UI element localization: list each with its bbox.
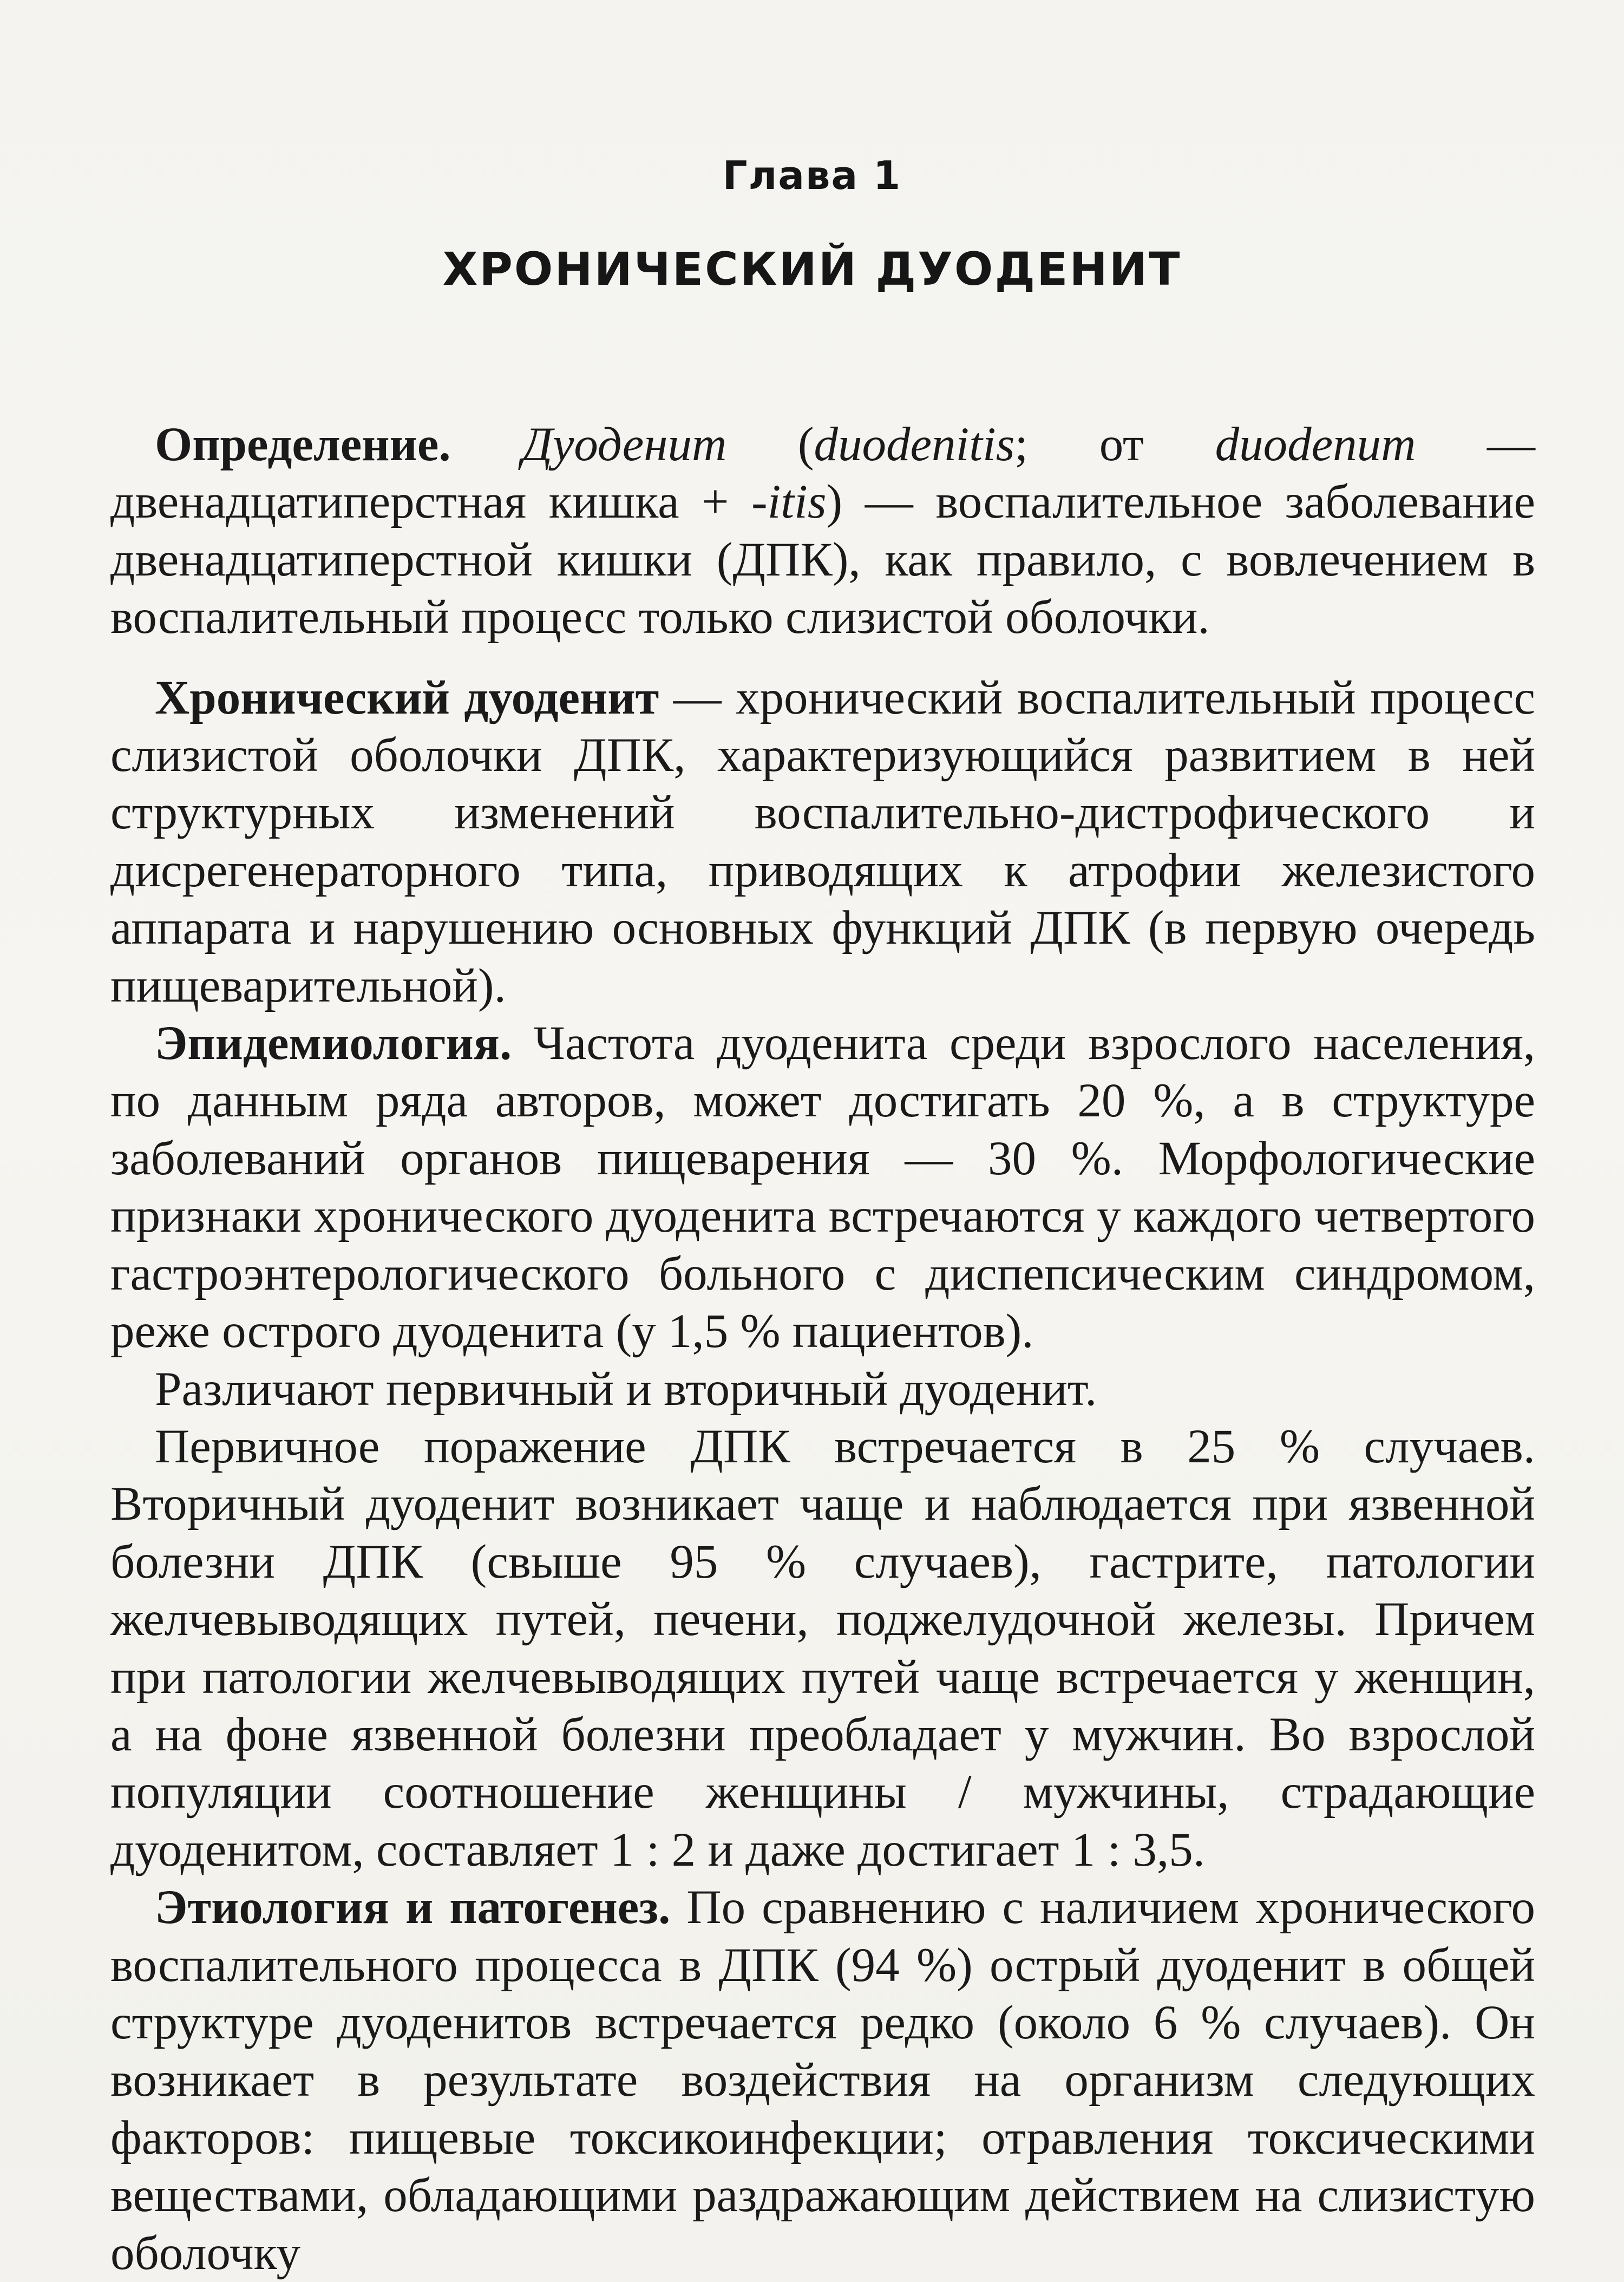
paragraph: [110, 416, 1535, 646]
text-run: ; от: [1014, 418, 1215, 471]
paragraph: [110, 1361, 1535, 1418]
text-run: [451, 418, 522, 471]
chapter-label: Глава 1: [722, 153, 902, 198]
text-run: Первичное поражение ДПК встречается в 25 % случаев. Вторичный дуоденит возникает чаще и наблюдается при язвенной болезни ДПК (свыше 95 % случаев), гастрите, патологии желчевыводящих путей, печени, поджелудочной железы. Причем при патологии желчевыводящих путей чаще встречается у женщин, а на фоне язвенной болезни преобладает у мужчин. Во взрослой популяции соотношение женщины / мужчины, страдающие дуоденитом, составляет 1 : 2 и даже достигает 1 : 3,5.: [110, 1420, 1535, 1876]
paragraph: [110, 1418, 1535, 1879]
text-run: Частота дуоденита среди взрослого населения, по данным ряда авторов, может достигать 20 %, а в структуре заболеваний органов пищеварения — 30 %. Морфологические признаки хронического дуоденита встречаются у каждого четвертого гастроэнтерологического больного с диспепсическим синдромом, реже острого дуоденита (у 1,5 % пациентов).: [110, 1017, 1535, 1358]
paragraph: [110, 1879, 1535, 2282]
text-run: — хронический воспалительный процесс слизистой оболочки ДПК, характеризующийся развитием в ней структурных изменений воспалительно-дистрофического и дисрегенераторного типа, приводящих к атрофии железистого аппарата и нарушению основных функций ДПК (в первую очередь пищеварительной).: [110, 671, 1535, 1012]
italic-text: Дуоденит: [522, 418, 727, 471]
paragraph-lead: Хронический дуоденит: [155, 671, 659, 724]
paragraph: [110, 669, 1535, 1015]
paragraph-lead: Эпидемиология.: [155, 1017, 512, 1070]
paragraph-lead: Этиология и патогенез.: [155, 1881, 671, 1934]
italic-text: duodenum: [1215, 418, 1416, 471]
chapter-title: ХРОНИЧЕСКИЙ ДУОДЕНИТ: [442, 243, 1182, 296]
italic-text: itis: [767, 475, 827, 529]
text-run: ) — воспалительное заболевание двенадцатиперстной кишки (ДПК), как правило, с вовлечением в воспалительный процесс только слизистой оболочки.: [110, 475, 1535, 644]
text-run: — двенадцатиперстная кишка + -: [110, 418, 1536, 529]
text-run: Различают первичный и вторичный дуоденит.: [155, 1362, 1097, 1416]
text-run: По сравнению с наличием хронического воспалительного процесса в ДПК (94 %) острый дуоденит в общей структуре дуоденитов встречается редко (около 6 % случаев). Он возникает в результате воздействия на организм следующих факторов: пищевые токсикоинфекции; отравления токсическими веществами, обладающими раздражающим действием на слизистую оболочку: [110, 1881, 1535, 2280]
italic-text: duodenitis: [814, 418, 1015, 471]
text-run: (: [726, 418, 814, 471]
paragraph-lead: Определение.: [155, 418, 451, 471]
paragraph: [110, 1015, 1535, 1360]
body-text: [110, 416, 1535, 2282]
